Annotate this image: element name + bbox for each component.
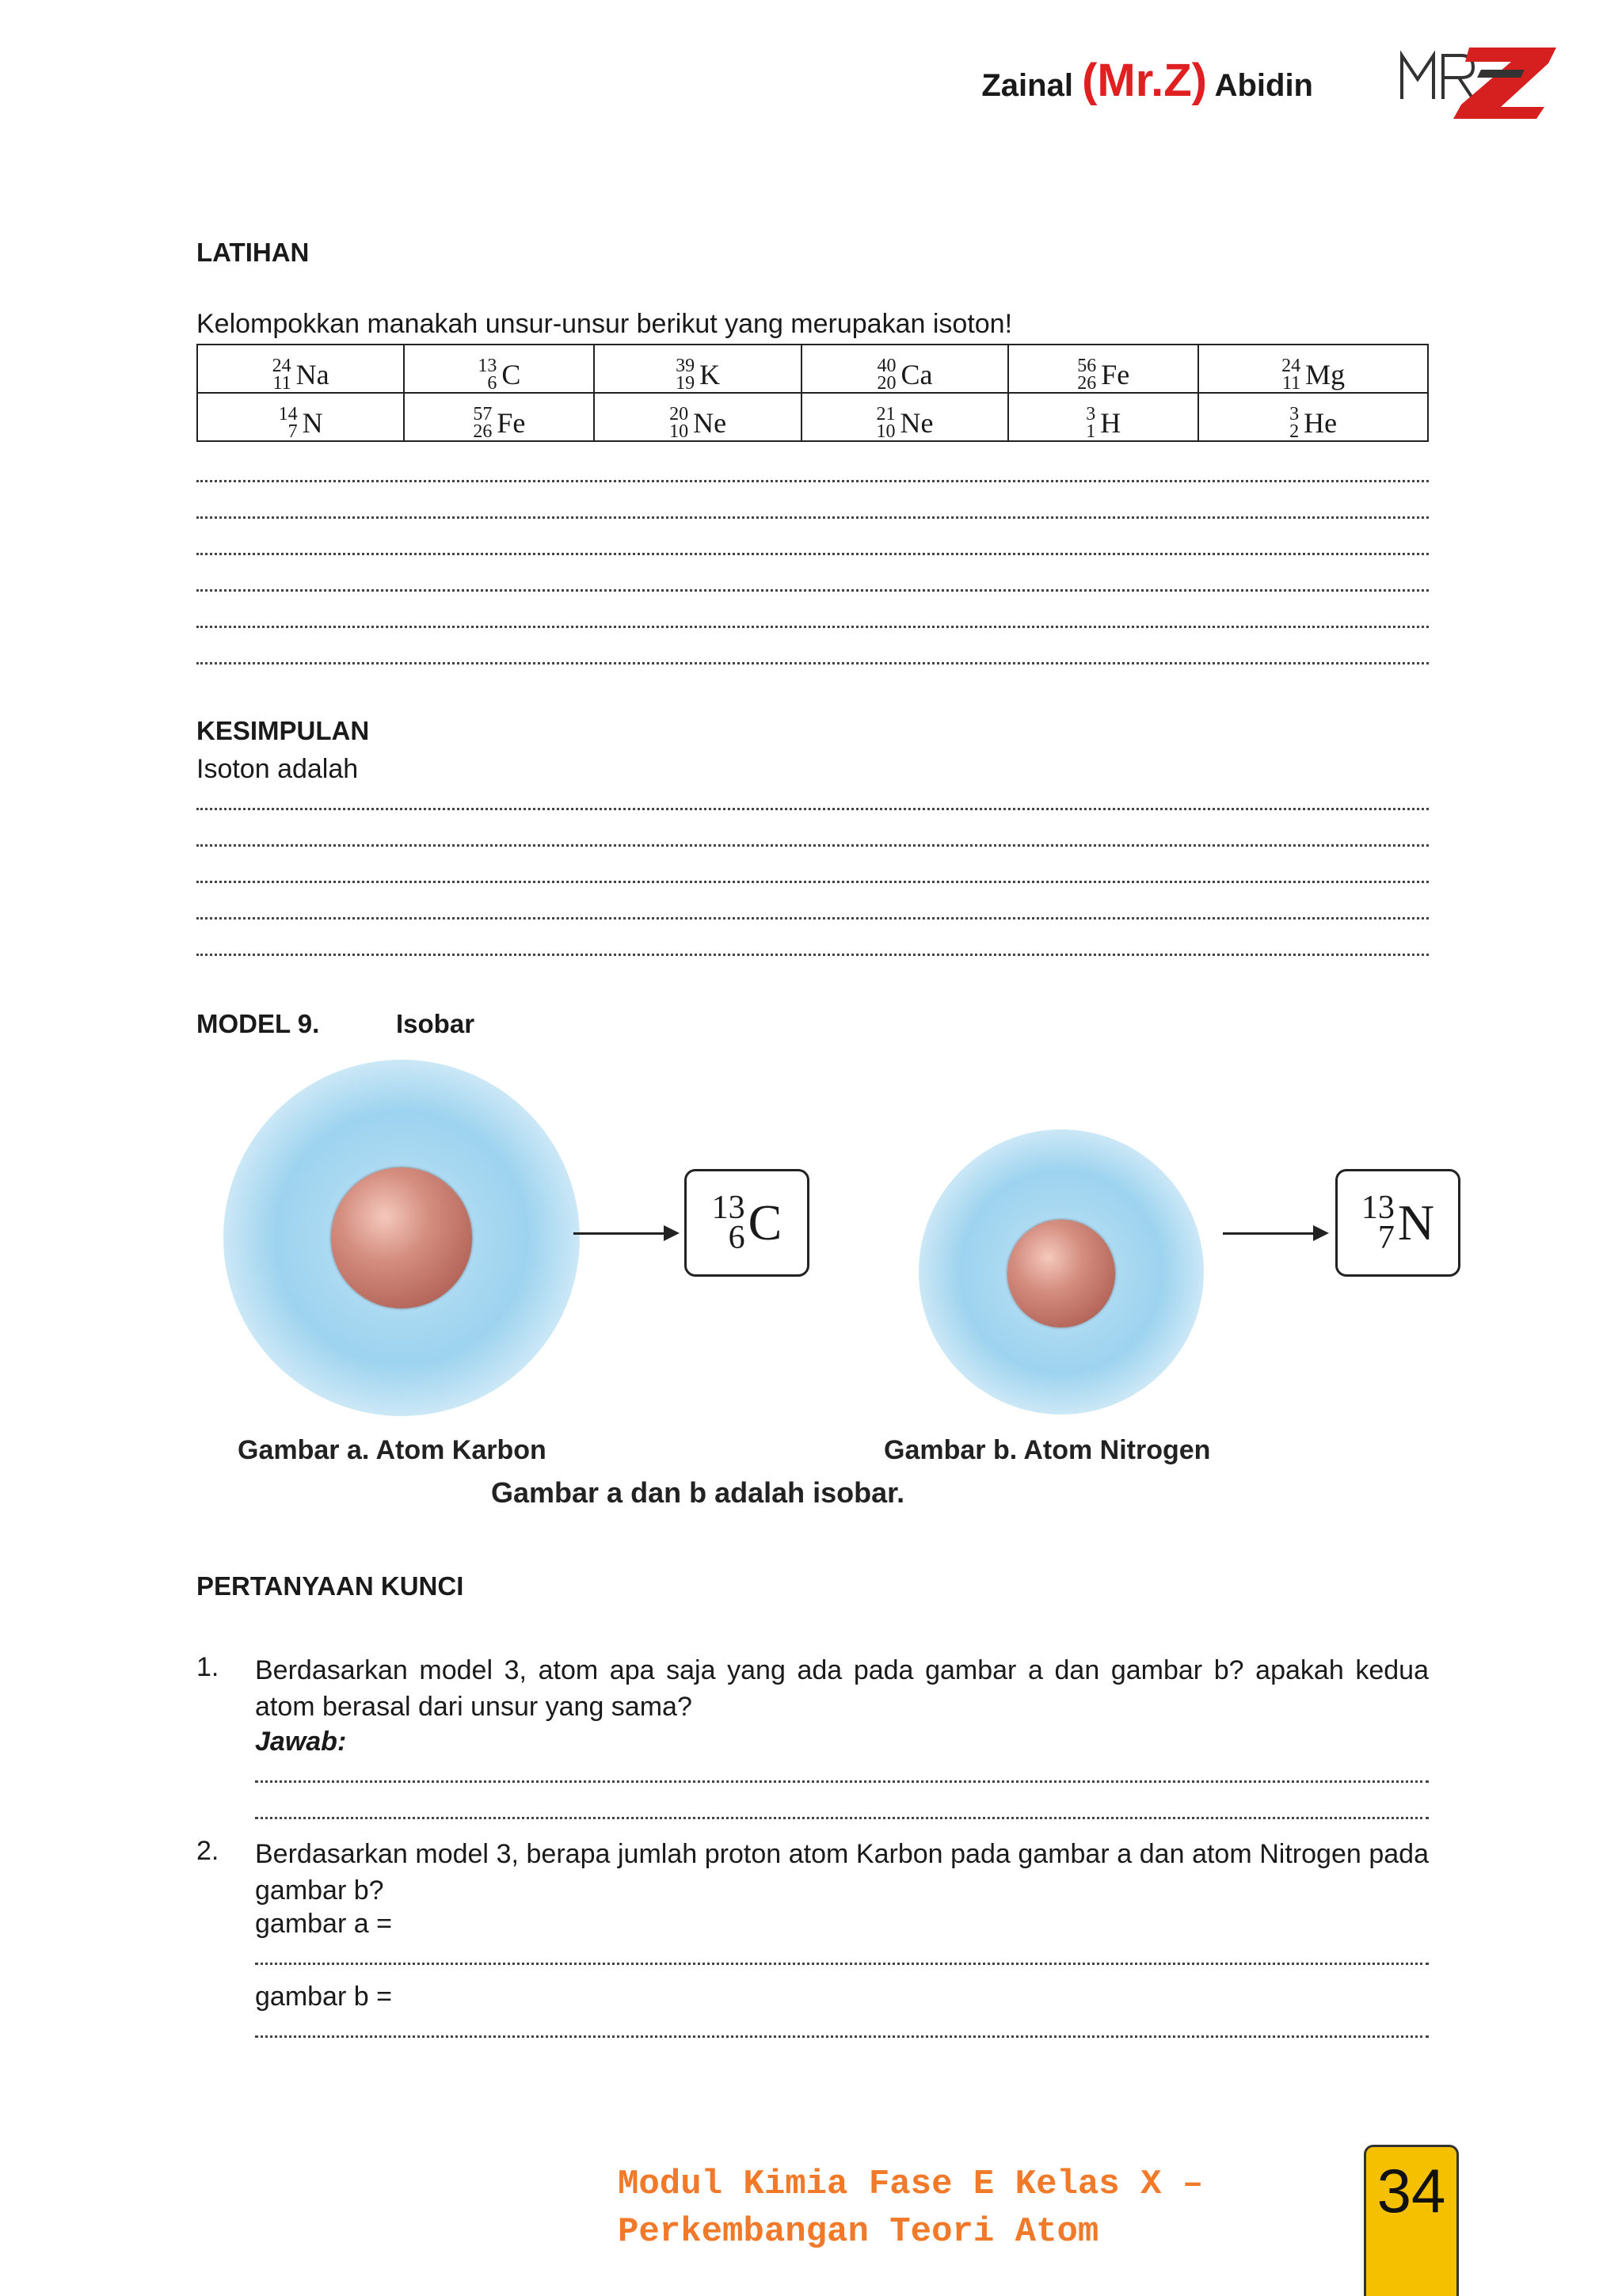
- figure-caption: Gambar a dan b adalah isobar.: [491, 1476, 905, 1509]
- answer-line[interactable]: [255, 1817, 1429, 1819]
- table-cell: 40 20 Ca: [801, 345, 1008, 393]
- model-title: Isobar: [396, 1009, 475, 1038]
- answer-line[interactable]: [196, 662, 1429, 664]
- table-cell: 3 1 H: [1008, 393, 1198, 441]
- table-cell: 56 26 Fe: [1008, 345, 1198, 393]
- table-cell: 24 11 Mg: [1198, 345, 1428, 393]
- carbon-notation-box: 13 6 C: [684, 1169, 809, 1277]
- question-1-text: Berdasarkan model 3, atom apa saja yang ada pada gambar a dan gambar b? apakah kedua atom berasal dari unsur yang sama?: [255, 1655, 1429, 1722]
- nucleus-nitrogen: [1007, 1220, 1115, 1327]
- latihan-instruction: Kelompokkan manakah unsur-unsur berikut yang merupakan isoton!: [196, 309, 1013, 339]
- table-cell: 39 19 K: [594, 345, 801, 393]
- author-name: [981, 54, 1313, 107]
- page-number: 34: [1364, 2145, 1459, 2296]
- gambar-b-label: gambar b =: [255, 1982, 392, 2012]
- table-cell: 20 10 Ne: [594, 393, 801, 441]
- table-cell: 21 10 Ne: [801, 393, 1008, 441]
- question-2-number: 2.: [196, 1836, 219, 1866]
- author-first-name: Zainal: [981, 68, 1073, 103]
- answer-label: Jawab:: [255, 1727, 347, 1757]
- table-cell: 14 7 N: [197, 393, 404, 441]
- nuclide-table: [196, 344, 1429, 442]
- answer-line[interactable]: [255, 1963, 1429, 1965]
- gambar-a-label: gambar a =: [255, 1909, 392, 1939]
- nucleus-carbon: [331, 1167, 472, 1308]
- table-row: [197, 345, 1428, 393]
- author-last-name: Abidin: [1214, 68, 1313, 103]
- answer-line[interactable]: [196, 589, 1429, 592]
- latihan-heading: LATIHAN: [196, 238, 310, 267]
- answer-line[interactable]: [255, 2035, 1429, 2038]
- table-cell: 24 11 Na: [197, 345, 404, 393]
- answer-line[interactable]: [196, 626, 1429, 628]
- answer-line[interactable]: [196, 480, 1429, 482]
- author-nickname: (Mr.Z): [1082, 55, 1207, 106]
- nitrogen-notation-box: 13 7 N: [1335, 1169, 1460, 1277]
- footer-line-2: Perkembangan Teori Atom: [618, 2212, 1099, 2252]
- caption-atom-a: Gambar a. Atom Karbon: [238, 1435, 546, 1465]
- kesimpulan-text: Isoton adalah: [196, 754, 359, 784]
- answer-line[interactable]: [196, 881, 1429, 883]
- table-cell: 3 2 He: [1198, 393, 1428, 441]
- kesimpulan-heading: KESIMPULAN: [196, 716, 370, 745]
- caption-atom-b: Gambar b. Atom Nitrogen: [884, 1435, 1211, 1465]
- question-1-number: 1.: [196, 1652, 219, 1682]
- pertanyaan-heading: PERTANYAAN KUNCI: [196, 1571, 464, 1601]
- answer-line[interactable]: [196, 954, 1429, 956]
- arrow-right-icon: [573, 1232, 676, 1235]
- answer-line[interactable]: [196, 516, 1429, 519]
- question-2-text: Berdasarkan model 3, berapa jumlah proton atom Karbon pada gambar a dan atom Nitrogen pada gambar b?: [255, 1839, 1429, 1906]
- mrz-logo: [1394, 32, 1568, 119]
- model-number: MODEL 9.: [196, 1009, 320, 1038]
- answer-line[interactable]: [196, 844, 1429, 847]
- answer-line[interactable]: [196, 553, 1429, 555]
- table-cell: 57 26 Fe: [404, 393, 594, 441]
- arrow-right-icon: [1223, 1232, 1326, 1235]
- table-row: [197, 393, 1428, 441]
- answer-line[interactable]: [196, 808, 1429, 810]
- answer-line[interactable]: [255, 1780, 1429, 1783]
- footer-module-title: [618, 2161, 1203, 2256]
- table-cell: 13 6 C: [404, 345, 594, 393]
- footer-line-1: Modul Kimia Fase E Kelas X –: [618, 2165, 1204, 2204]
- answer-line[interactable]: [196, 917, 1429, 920]
